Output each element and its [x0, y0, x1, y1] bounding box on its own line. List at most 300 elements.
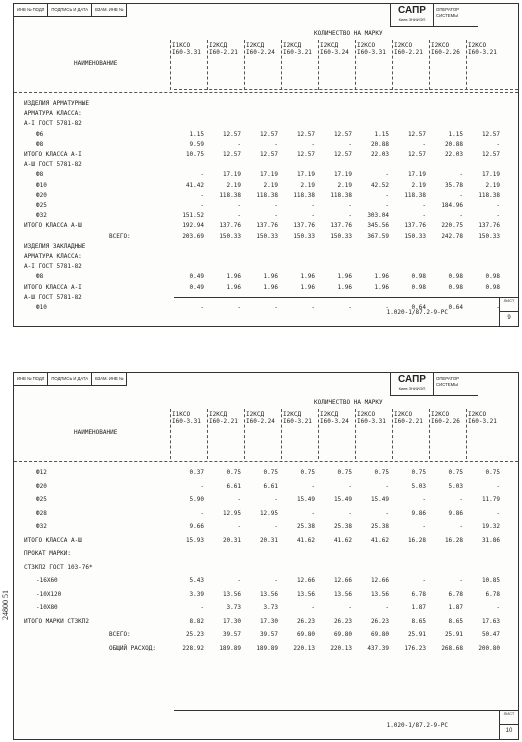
table-cell: 0.64 — [448, 304, 463, 311]
table-cell: - — [422, 496, 426, 503]
row-label: ВСЕГО: — [109, 232, 131, 240]
table-cell: 220.13 — [330, 644, 352, 652]
table-cell: 118.38 — [219, 191, 241, 199]
table-cell: - — [385, 171, 389, 179]
column-header: I60-2.24 — [246, 49, 275, 56]
column-header: I60-3.24 — [320, 49, 349, 56]
table-cell: 2.19 — [263, 181, 278, 189]
table-cell: 345.56 — [367, 222, 389, 230]
table-cell: 20.31 — [222, 536, 241, 544]
row-label: Ф8 — [36, 273, 44, 281]
column-header: I2KCO — [394, 411, 413, 418]
table-cell: 2.19 — [226, 181, 241, 189]
table-cell: 6.61 — [263, 482, 278, 490]
table-cell: - — [422, 140, 426, 148]
table-cell: 137.76 — [219, 222, 241, 230]
table-cell: 12.95 — [259, 509, 278, 517]
table-cell: 13.56 — [222, 590, 241, 598]
table-cell: - — [311, 212, 315, 220]
table-cell: 137.76 — [256, 222, 278, 230]
table-cell: 303.04 — [367, 212, 389, 220]
row-label: А-I ГОСТ 5781-82 — [24, 263, 82, 271]
row-label: Ф28 — [36, 509, 47, 517]
table-cell: - — [237, 496, 241, 503]
table-cell: - — [348, 212, 352, 220]
column-header: I2KCO — [357, 42, 376, 49]
row-label: ИЗДЕЛИЯ ЗАКЛАДНЫЕ — [24, 242, 86, 250]
table-cell: 0.49 — [189, 273, 204, 281]
table-cell: - — [459, 191, 463, 199]
table-cell: 39.57 — [222, 631, 241, 638]
row-label: Ф12 — [36, 469, 47, 476]
table-cell: - — [200, 604, 204, 611]
column-header: I2KCД — [209, 42, 228, 49]
table-cell: 367.59 — [367, 232, 389, 240]
table-cell: 1.96 — [337, 273, 352, 281]
table-cell: - — [237, 202, 241, 209]
table-cell: 200.80 — [478, 644, 500, 652]
header-title: КОЛИЧЕСТВО НА МАРКУ — [314, 30, 383, 37]
doc-code: 1.020-1/87.2-9-РС — [386, 309, 448, 316]
table-cell: - — [274, 140, 278, 148]
column-header: I2KCO — [394, 42, 413, 49]
table-cell: 20.31 — [259, 536, 278, 544]
column-header: I60-2.21 — [394, 418, 423, 425]
row-label: ПРОКАТ МАРКИ: — [24, 550, 71, 557]
table-cell: 6.78 — [448, 590, 463, 598]
table-cell: 5.90 — [189, 496, 204, 503]
operator-box: ОПЕРАТОР СИСТЕМЫ — [436, 376, 460, 387]
table-cell: 11.79 — [481, 496, 500, 503]
row-label: Ф8 — [36, 171, 44, 179]
table-cell: - — [274, 496, 278, 503]
sheet-number: ЛИСТ 10 — [499, 711, 518, 739]
row-label: Ф20 — [36, 191, 47, 199]
column-header: I2KCД — [283, 411, 302, 418]
row-label: ИТОГО КЛАССА А-I — [24, 151, 82, 158]
column-header: I2KCД — [283, 42, 302, 49]
column-header: I60-3.31 — [172, 49, 201, 56]
row-label: -10Х120 — [36, 590, 62, 598]
title-block — [174, 297, 518, 326]
table-cell: 9.59 — [189, 140, 204, 148]
table-cell: 0.75 — [374, 469, 389, 476]
table-cell: 1.87 — [448, 604, 463, 611]
row-label: А-Ш ГОСТ 5781-82 — [24, 293, 82, 301]
table-cell: 0.37 — [189, 469, 204, 476]
table-cell: 17.19 — [222, 171, 241, 179]
table-cell: - — [274, 577, 278, 584]
table-cell: 9.86 — [448, 509, 463, 517]
row-label: Ф10 — [36, 181, 47, 189]
table-cell: - — [385, 304, 389, 311]
sheet-1 — [13, 3, 519, 327]
table-cell: - — [422, 212, 426, 220]
table-cell: 1.96 — [337, 283, 352, 291]
table-cell: 10.85 — [481, 577, 500, 584]
table-cell: - — [385, 509, 389, 517]
table-cell: 6.61 — [226, 482, 241, 490]
table-cell: 13.56 — [370, 590, 389, 598]
table-cell: 22.03 — [444, 151, 463, 158]
table-cell: 137.76 — [293, 222, 315, 230]
column-header: I2KCO — [431, 42, 450, 49]
table-cell: 150.33 — [293, 232, 315, 240]
table-cell: - — [200, 202, 204, 209]
table-cell: 19.32 — [481, 523, 500, 530]
column-header: I60-3.31 — [357, 418, 386, 425]
column-header: I2KCД — [209, 411, 228, 418]
table-cell: 25.23 — [185, 631, 204, 638]
column-header: I60-3.21 — [283, 418, 312, 425]
table-cell: - — [422, 523, 426, 530]
table-cell: 17.19 — [481, 171, 500, 179]
table-cell: 35.78 — [444, 181, 463, 189]
table-cell: 69.80 — [333, 631, 352, 638]
strip-sign: ПОДПИСЬ И ДАТА — [48, 373, 92, 385]
table-cell: - — [237, 140, 241, 148]
table-cell: 150.33 — [404, 232, 426, 240]
table-cell: - — [237, 304, 241, 311]
strip-inv: ИНВ № ПОДЛ — [14, 373, 48, 385]
table-cell: 9.86 — [411, 509, 426, 517]
column-header: I60-3.31 — [357, 49, 386, 56]
table-cell: 17.19 — [296, 171, 315, 179]
table-cell: 203.69 — [182, 232, 204, 240]
header-title: КОЛИЧЕСТВО НА МАРКУ — [314, 399, 383, 406]
column-header: I2KCД — [246, 42, 265, 49]
table-cell: 69.80 — [370, 631, 389, 638]
table-cell: - — [496, 304, 500, 311]
table-cell: - — [385, 482, 389, 490]
table-cell: - — [496, 604, 500, 611]
table-cell: 150.33 — [256, 232, 278, 240]
name-column-header: НАИМЕНОВАНИЕ — [74, 429, 118, 436]
table-cell: 17.19 — [333, 171, 352, 179]
table-cell: 192.94 — [182, 222, 204, 230]
table-cell: - — [496, 212, 500, 220]
table-cell: 0.98 — [485, 283, 500, 291]
table-cell: 16.28 — [444, 536, 463, 544]
table-cell: 1.96 — [374, 273, 389, 281]
table-cell: - — [348, 202, 352, 209]
table-cell: 0.75 — [337, 469, 352, 476]
table-cell: 268.68 — [441, 644, 463, 652]
table-cell: 17.63 — [481, 617, 500, 625]
column-header: I60-2.24 — [246, 418, 275, 425]
column-header: I2KCO — [357, 411, 376, 418]
table-cell: - — [459, 577, 463, 584]
table-cell: 437.39 — [367, 644, 389, 652]
table-cell: 25.38 — [333, 523, 352, 530]
table-cell: 12.57 — [259, 130, 278, 138]
table-cell: - — [200, 509, 204, 517]
table-cell: 22.03 — [370, 151, 389, 158]
table-cell: - — [311, 482, 315, 490]
table-cell: - — [274, 523, 278, 530]
table-cell: 0.98 — [411, 283, 426, 291]
table-cell: 13.56 — [296, 590, 315, 598]
table-cell: 118.38 — [330, 191, 352, 199]
table-cell: - — [237, 577, 241, 584]
table-cell: 50.47 — [481, 631, 500, 638]
table-cell: 2.19 — [337, 181, 352, 189]
table-cell: 20.88 — [370, 140, 389, 148]
table-cell: 17.19 — [259, 171, 278, 179]
table-cell: 118.38 — [256, 191, 278, 199]
column-header: I60-3.21 — [468, 418, 497, 425]
table-cell: 41.62 — [296, 536, 315, 544]
table-cell: - — [311, 202, 315, 209]
table-cell: 15.93 — [185, 536, 204, 544]
table-cell: 31.86 — [481, 536, 500, 544]
table-cell: 26.23 — [370, 617, 389, 625]
table-cell: 25.38 — [296, 523, 315, 530]
table-cell: 137.76 — [478, 222, 500, 230]
table-cell: 3.73 — [226, 604, 241, 611]
strip-vzam: ВЗАМ. ИНВ № — [92, 373, 127, 385]
table-cell: 0.98 — [448, 283, 463, 291]
table-cell: 118.38 — [478, 191, 500, 199]
table-cell: - — [459, 171, 463, 179]
table-cell: 12.57 — [407, 151, 426, 158]
table-cell: 1.96 — [300, 273, 315, 281]
sheet-number: ЛИСТ 9 — [499, 298, 518, 326]
table-cell: 1.96 — [300, 283, 315, 291]
table-cell: 12.57 — [333, 130, 352, 138]
table-cell: 1.96 — [263, 273, 278, 281]
row-label: АРМАТУРА КЛАССА: — [24, 110, 82, 118]
table-cell: 12.57 — [259, 151, 278, 158]
table-cell: 12.57 — [222, 130, 241, 138]
table-cell: 0.98 — [448, 273, 463, 281]
table-cell: 2.19 — [485, 181, 500, 189]
table-cell: 9.66 — [189, 523, 204, 530]
table-cell: - — [237, 212, 241, 220]
table-cell: 1.15 — [189, 130, 204, 138]
table-cell: 12.66 — [370, 577, 389, 584]
table-cell: 0.75 — [300, 469, 315, 476]
table-cell: 6.78 — [485, 590, 500, 598]
doc-code: 1.020-1/87.2-9-РС — [386, 722, 448, 729]
table-cell: 41.42 — [185, 181, 204, 189]
table-cell: 13.56 — [259, 590, 278, 598]
table-cell: 12.57 — [296, 130, 315, 138]
column-header: I2KCO — [468, 411, 487, 418]
column-header: I1KCO — [172, 411, 191, 418]
column-header: I60-2.21 — [209, 49, 238, 56]
row-label: АРМАТУРА КЛАССА: — [24, 253, 82, 260]
table-cell: 2.19 — [411, 181, 426, 189]
table-cell: - — [496, 140, 500, 148]
strip-vzam: ВЗАМ. ИНВ № — [92, 4, 127, 16]
sheet-2 — [13, 372, 519, 740]
row-label: -10Х80 — [36, 604, 58, 611]
top-strip — [14, 4, 127, 17]
table-cell: 12.57 — [296, 151, 315, 158]
row-label: СТ3КП2 ГОСТ 103-76* — [24, 563, 93, 571]
row-label: Ф25 — [36, 496, 47, 503]
row-label: -16Х60 — [36, 577, 58, 584]
table-cell: - — [348, 604, 352, 611]
table-cell: 0.64 — [411, 304, 426, 311]
table-cell: 41.62 — [370, 536, 389, 544]
table-cell: 12.57 — [333, 151, 352, 158]
table-cell: 184.96 — [441, 202, 463, 209]
table-cell: 220.13 — [293, 644, 315, 652]
strip-sign: ПОДПИСЬ И ДАТА — [48, 4, 92, 16]
row-label: Ф20 — [36, 482, 47, 490]
table-cell: 228.92 — [182, 644, 204, 652]
table-cell: 0.75 — [263, 469, 278, 476]
top-strip — [14, 373, 127, 386]
column-header: I60-3.21 — [468, 49, 497, 56]
table-cell: 42.52 — [370, 181, 389, 189]
row-label: ИТОГО КЛАССА А-I — [24, 283, 82, 291]
row-label: ИТОГО КЛАССА А-Ш — [24, 222, 82, 230]
table-cell: - — [200, 304, 204, 311]
side-note: 24800 51 — [1, 590, 10, 620]
table-cell: - — [422, 577, 426, 584]
table-cell: 0.75 — [226, 469, 241, 476]
table-cell: 12.66 — [333, 577, 352, 584]
table-cell: - — [459, 212, 463, 220]
table-cell: 0.98 — [485, 273, 500, 281]
table-cell: 39.57 — [259, 631, 278, 638]
table-cell: 16.28 — [407, 536, 426, 544]
sapr-logo: САПР Киев ЗНИИЭП — [391, 373, 434, 395]
table-cell: - — [459, 496, 463, 503]
column-header: I2KCД — [246, 411, 265, 418]
table-cell: - — [311, 304, 315, 311]
table-cell: - — [385, 191, 389, 199]
table-cell: 0.98 — [411, 273, 426, 281]
table-cell: - — [496, 482, 500, 490]
table-cell: 1.96 — [226, 273, 241, 281]
table-cell: 137.76 — [330, 222, 352, 230]
row-label: А-I ГОСТ 5781-82 — [24, 120, 82, 128]
row-label: ВСЕГО: — [109, 631, 131, 638]
row-label: ИЗДЕЛИЯ АРМАТУРНЫЕ — [24, 100, 90, 107]
row-label: Ф10 — [36, 304, 47, 311]
table-cell: 5.03 — [448, 482, 463, 490]
title-block — [174, 710, 518, 739]
row-label: ИТОГО КЛАССА А-Ш — [24, 536, 82, 544]
strip-inv: ИНВ № ПОДЛ — [14, 4, 48, 16]
table-cell: - — [348, 140, 352, 148]
table-cell: 118.38 — [404, 191, 426, 199]
row-label: Ф32 — [36, 523, 47, 530]
column-header: I2KCД — [320, 411, 339, 418]
table-cell: 1.96 — [226, 283, 241, 291]
table-cell: - — [237, 523, 241, 530]
column-header: I60-2.26 — [431, 49, 460, 56]
column-header: I60-2.26 — [431, 418, 460, 425]
table-cell: 189.89 — [256, 644, 278, 652]
table-cell: - — [274, 212, 278, 220]
stamp — [390, 373, 478, 396]
name-column-header: НАИМЕНОВАНИЕ — [74, 60, 118, 67]
table-cell: 13.56 — [333, 590, 352, 598]
table-cell: 26.23 — [296, 617, 315, 625]
table-cell: 1.15 — [448, 130, 463, 138]
column-header: I2KCД — [320, 42, 339, 49]
table-cell: 25.91 — [444, 631, 463, 638]
table-cell: 8.65 — [411, 617, 426, 625]
table-cell: 150.33 — [330, 232, 352, 240]
table-cell: - — [200, 171, 204, 179]
table-cell: 8.82 — [189, 617, 204, 625]
table-cell: - — [385, 604, 389, 611]
table-cell: - — [348, 304, 352, 311]
table-cell: 12.66 — [296, 577, 315, 584]
row-label: Ф25 — [36, 202, 47, 209]
column-header: I1KCO — [172, 42, 191, 49]
table-cell: 12.57 — [407, 130, 426, 138]
table-cell: - — [348, 509, 352, 517]
table-cell: 12.57 — [481, 130, 500, 138]
table-cell: 25.91 — [407, 631, 426, 638]
table-cell: 5.43 — [189, 577, 204, 584]
table-cell: 1.15 — [374, 130, 389, 138]
row-label: ОБЩИЙ РАСХОД: — [109, 644, 156, 652]
table-cell: 8.65 — [448, 617, 463, 625]
table-cell: - — [200, 191, 204, 199]
table-cell: - — [311, 140, 315, 148]
row-label: А-Ш ГОСТ 5781-82 — [24, 161, 82, 169]
table-cell: 242.78 — [441, 232, 463, 240]
table-cell: 15.49 — [296, 496, 315, 503]
table-cell: - — [311, 604, 315, 611]
table-cell: 176.23 — [404, 644, 426, 652]
column-header: I60-2.21 — [209, 418, 238, 425]
table-cell: 0.75 — [485, 469, 500, 476]
table-cell: 69.80 — [296, 631, 315, 638]
table-cell: 17.19 — [407, 171, 426, 179]
row-label: Ф32 — [36, 212, 47, 220]
table-cell: 3.73 — [263, 604, 278, 611]
column-header: I60-3.31 — [172, 418, 201, 425]
table-cell: 0.75 — [448, 469, 463, 476]
operator-box: ОПЕРАТОР СИСТЕМЫ — [436, 7, 460, 18]
sapr-logo: САПР Киев ЗНИИЭП — [391, 4, 434, 26]
row-label: Ф6 — [36, 130, 44, 138]
column-header: I2KCO — [431, 411, 450, 418]
table-cell: - — [422, 202, 426, 209]
table-cell: 189.89 — [219, 644, 241, 652]
table-cell: - — [274, 202, 278, 209]
table-cell: 151.52 — [182, 212, 204, 220]
table-cell: 20.88 — [444, 140, 463, 148]
table-cell: 12.57 — [222, 151, 241, 158]
table-cell: 41.62 — [333, 536, 352, 544]
table-cell: - — [496, 202, 500, 209]
table-cell: 15.49 — [333, 496, 352, 503]
table-cell: 1.96 — [374, 283, 389, 291]
table-cell: 1.87 — [411, 604, 426, 611]
table-cell: 220.75 — [441, 222, 463, 230]
row-label: ИТОГО МАРКИ СТ3КП2 — [24, 617, 90, 625]
table-cell: 150.33 — [478, 232, 500, 240]
table-cell: - — [200, 482, 204, 490]
table-cell: 17.30 — [259, 617, 278, 625]
table-cell: 137.76 — [404, 222, 426, 230]
column-header: I60-3.24 — [320, 418, 349, 425]
column-header: I60-3.21 — [283, 49, 312, 56]
table-cell: 26.23 — [333, 617, 352, 625]
stamp — [390, 4, 478, 27]
column-header: I60-2.21 — [394, 49, 423, 56]
